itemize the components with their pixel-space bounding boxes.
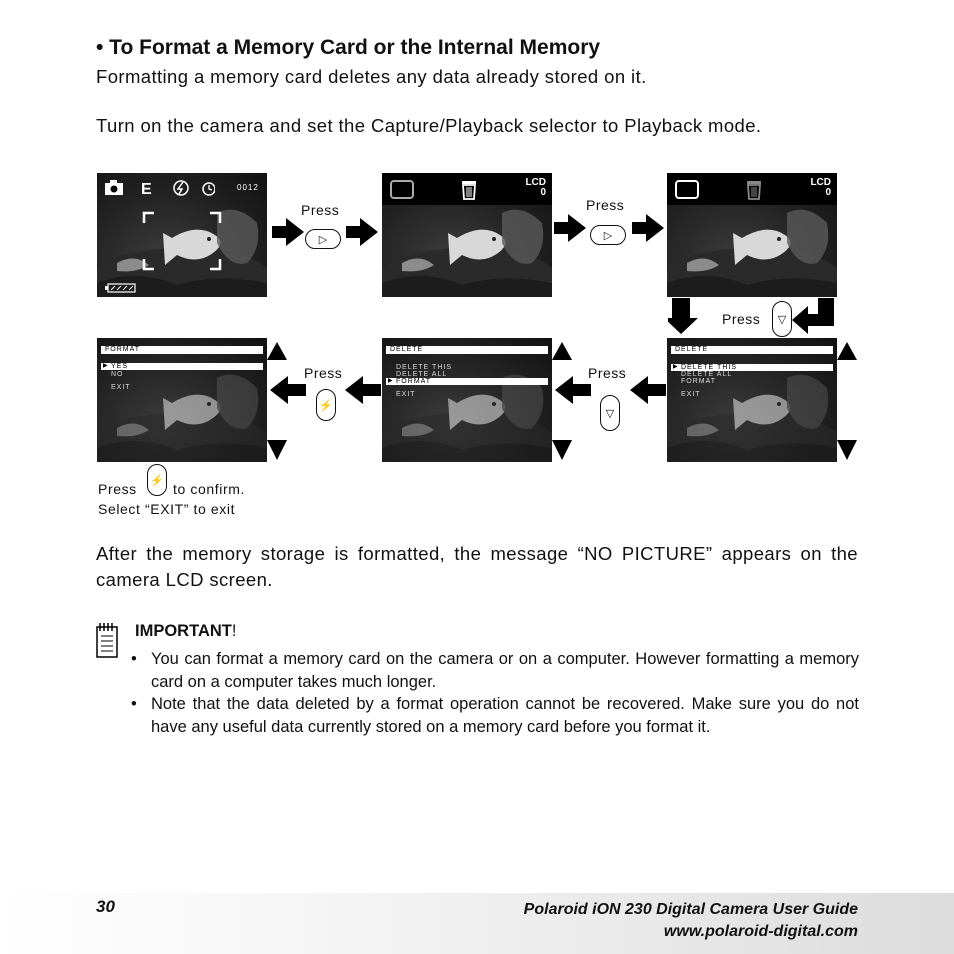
flash-button-icon: ⚡ <box>316 389 336 421</box>
notepad-icon <box>96 622 118 658</box>
menu-item-exit: EXIT <box>111 384 131 391</box>
menu-item-delete-this: ▶ DELETE THIS <box>671 364 833 371</box>
right-button-icon: ▷ <box>305 229 341 249</box>
camera-screen-format-menu <box>97 338 267 462</box>
flow-arrow-left-2b <box>628 374 668 406</box>
right-button-icon: ▷ <box>590 225 626 245</box>
important-bang: ! <box>231 622 237 640</box>
menu-item-delete-all: DELETE ALL <box>681 371 733 378</box>
frame-counter: 0012 <box>237 183 259 192</box>
press-label-5: Press <box>588 365 627 381</box>
down-button-icon: ▽ <box>772 301 792 337</box>
important-heading <box>135 622 236 641</box>
press-label-4: Press <box>304 365 343 381</box>
confirm-text: to confirm. <box>173 481 245 497</box>
camera-screen-capture <box>97 173 267 297</box>
section-heading: • To Format a Memory Card or the Internal Memory <box>96 36 601 59</box>
flow-arrow-left-1 <box>268 374 308 406</box>
important-bullet-2: • Note that the data deleted by a format operation cannot be recovered. Make sure you do not have any useful data currently stored on a memory card before you format it. <box>131 693 859 739</box>
menu-item-delete-all: DELETE ALL <box>396 371 448 378</box>
exit-note: Select “EXIT” to exit <box>98 501 236 517</box>
important-bullet-1: • You can format a memory card on the camera or on a computer. However formatting a memory card on a computer takes much longer. <box>131 648 859 694</box>
guide-title: Polaroid iON 230 Digital Camera User Guide <box>523 901 858 918</box>
press-label-1: Press <box>301 202 340 218</box>
menu-item-exit: EXIT <box>681 391 701 398</box>
flash-button-icon: ⚡ <box>147 464 167 496</box>
footer-text <box>524 899 858 943</box>
menu-item-no: NO <box>111 371 124 378</box>
bullet-text: Note that the data deleted by a format operation cannot be recovered. Make sure you do not have any useful data currently stored on a memory card before you format it. <box>151 695 859 736</box>
menu-title: DELETE <box>386 346 548 354</box>
lcd-value: 0 <box>540 187 546 198</box>
after-paragraph: After the memory storage is formatted, the message “NO PICTURE” appears on the camera LCD screen. <box>96 543 858 590</box>
status-icons <box>105 179 215 197</box>
confirm-press: Press <box>98 481 137 497</box>
flow-arrow-left-2 <box>553 374 593 406</box>
page-number: 30 <box>96 897 115 916</box>
menu-item-format: FORMAT <box>681 378 717 385</box>
camera-screen-delete-menu <box>667 338 837 462</box>
lcd-value: 0 <box>825 187 831 198</box>
camera-screen-playback-2 <box>667 173 837 297</box>
press-label-3: Press <box>722 311 761 327</box>
footer-url: www.polaroid-digital.com <box>663 923 858 940</box>
press-label-2: Press <box>586 197 625 213</box>
flow-arrow-left-1b <box>343 374 383 406</box>
menu-title: FORMAT <box>101 346 263 354</box>
menu-item-delete-this: DELETE THIS <box>396 364 452 371</box>
lcd-label: LCD <box>525 177 546 188</box>
lcd-label: LCD <box>810 177 831 188</box>
camera-screen-delete-menu-format <box>382 338 552 462</box>
menu-item-yes: ▶ YES <box>101 363 263 370</box>
intro-paragraph: Formatting a memory card deletes any data already stored on it. <box>96 66 647 87</box>
scroll-arrows-3 <box>836 340 858 462</box>
battery-icon <box>105 283 137 293</box>
down-button-icon: ▽ <box>600 395 620 431</box>
svg-text:E: E <box>141 181 152 197</box>
menu-item-format: ▶ FORMAT <box>386 378 548 385</box>
focus-frame <box>142 211 222 271</box>
menu-title: DELETE <box>671 346 833 354</box>
important-title: IMPORTANT <box>135 622 232 640</box>
camera-screen-playback-1 <box>382 173 552 297</box>
menu-item-exit: EXIT <box>396 391 416 398</box>
bullet-text: You can format a memory card on the camera or on a computer. However formatting a memory card on a computer takes much longer. <box>151 650 859 691</box>
instruction-paragraph: Turn on the camera and set the Capture/Playback selector to Playback mode. <box>96 115 762 136</box>
